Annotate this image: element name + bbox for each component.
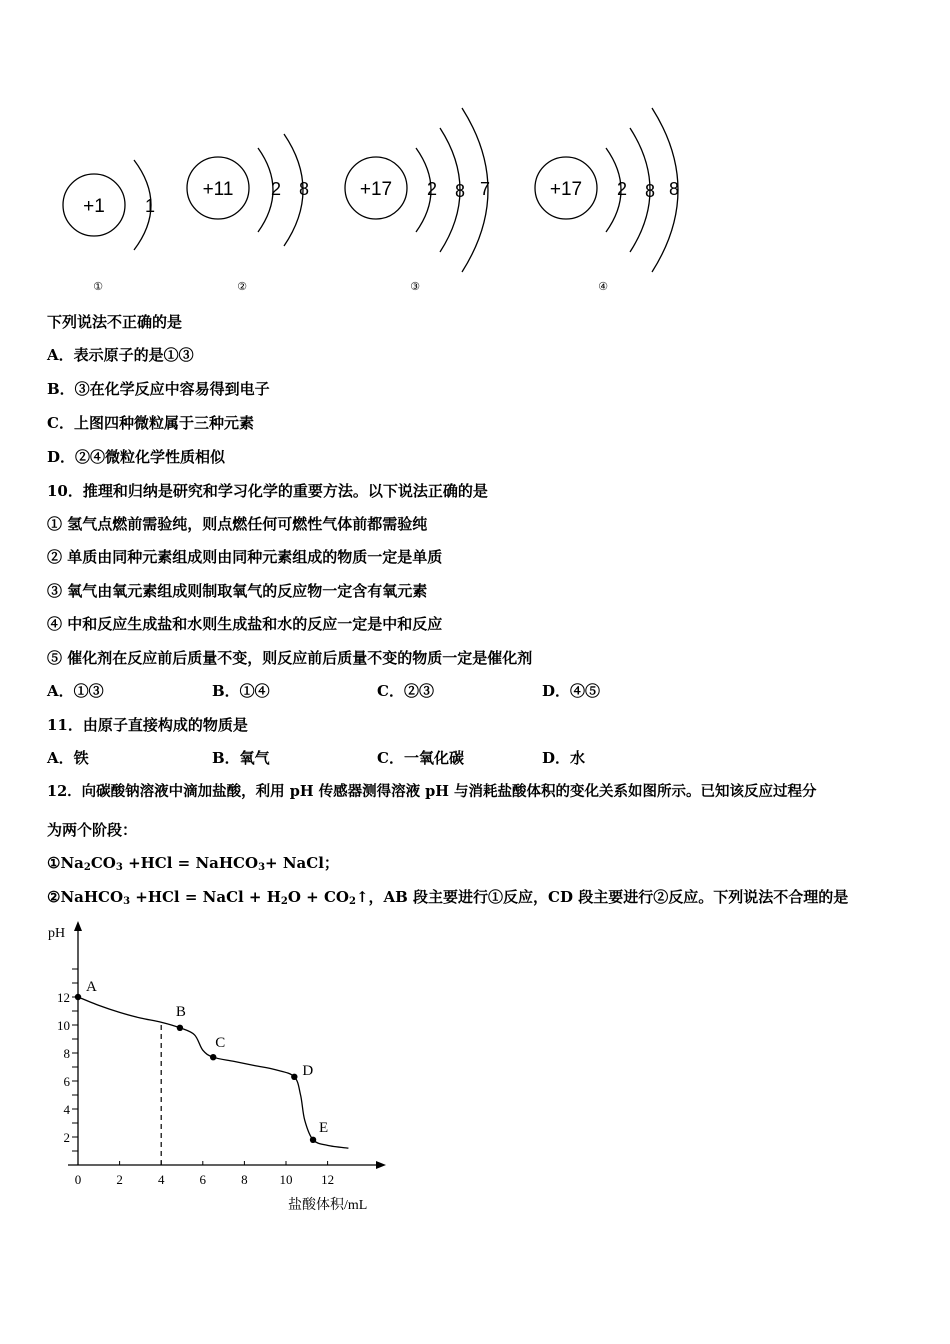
q10-option-c[interactable]: C．②③ xyxy=(377,682,434,700)
y-tick-label: 4 xyxy=(63,1102,70,1117)
nucleus-charge: +17 xyxy=(359,179,393,200)
q9-stem: 下列说法不正确的是 xyxy=(47,313,183,331)
q11-option-c[interactable]: C．一氧化碳 xyxy=(377,749,464,767)
q11-option-b[interactable]: B．氧气 xyxy=(212,749,270,767)
y-axis-arrow xyxy=(74,921,82,931)
atom-marker: ④ xyxy=(598,281,608,293)
eq-subscript: 3 xyxy=(258,862,266,873)
nucleus-charge: +11 xyxy=(202,179,234,200)
y-tick-group xyxy=(57,969,78,1151)
shell-electron-count: 2 xyxy=(270,179,282,199)
y-tick-label: 6 xyxy=(63,1074,70,1089)
q12-stem-line2: 为两个阶段： xyxy=(47,821,138,839)
y-tick-label: 2 xyxy=(63,1130,70,1145)
q12-stem-line1: 12．向碳酸钠溶液中滴加盐酸，利用 pH 传感器测得溶液 pH 与消耗盐酸体积的变化关系如图所示。已知该反应过程分 xyxy=(47,783,817,800)
point-marker xyxy=(75,994,81,1000)
atom-diagram-3 xyxy=(345,108,490,293)
q10-statement: ④ 中和反应生成盐和水则生成盐和水的反应一定是中和反应 xyxy=(47,615,443,633)
q10-statement: ② 单质由同种元素组成则由同种元素组成的物质一定是单质 xyxy=(47,548,443,566)
nucleus-charge: +17 xyxy=(549,179,583,200)
atom-structure-diagrams xyxy=(0,0,950,300)
point-group xyxy=(75,979,328,1143)
point-marker xyxy=(291,1074,297,1080)
shell-electron-count: 2 xyxy=(426,179,438,199)
eq-subscript: 3 xyxy=(115,862,123,873)
y-tick-label: 12 xyxy=(57,990,70,1005)
shell-electron-count: 7 xyxy=(479,179,491,199)
q9-option-b[interactable]: B．③在化学反应中容易得到电子 xyxy=(47,380,270,398)
shell-electron-count: 8 xyxy=(644,181,656,201)
x-axis-arrow xyxy=(376,1161,386,1169)
eq-text: ②NaHCO xyxy=(47,888,124,906)
shell-electron-count: 8 xyxy=(298,179,310,199)
eq-subscript: 2 xyxy=(348,896,356,907)
atom-diagram-2 xyxy=(187,134,309,293)
y-tick-label: 8 xyxy=(63,1046,70,1061)
ph-titration-chart xyxy=(30,915,430,1215)
eq-subscript: 3 xyxy=(123,896,131,907)
shell-electron-count: 8 xyxy=(668,179,680,199)
atom-marker: ① xyxy=(93,281,103,293)
atom-diagram-1 xyxy=(63,160,155,293)
x-tick-label: 12 xyxy=(321,1172,335,1187)
q11-stem: 11．由原子直接构成的物质是 xyxy=(47,716,248,734)
eq-subscript: 2 xyxy=(280,896,288,907)
point-label: C xyxy=(215,1035,226,1052)
q9-option-d[interactable]: D．②④微粒化学性质相似 xyxy=(47,448,226,466)
nucleus-charge: +1 xyxy=(83,196,105,217)
eq-text: + NaCl； xyxy=(265,854,339,872)
q10-option-d[interactable]: D．④⑤ xyxy=(542,682,601,700)
point-label: D xyxy=(302,1062,314,1079)
shell-electron-count: 1 xyxy=(144,196,156,216)
q11-option-a[interactable]: A．铁 xyxy=(47,749,89,767)
point-marker xyxy=(310,1137,316,1143)
shell-electron-count: 8 xyxy=(454,181,466,201)
point-marker xyxy=(177,1025,183,1031)
q10-statement: ③ 氧气由氧元素组成则制取氧气的反应物一定含有氧元素 xyxy=(47,582,428,600)
point-label: B xyxy=(175,1003,186,1020)
y-tick-label: 10 xyxy=(57,1018,70,1033)
q10-option-a[interactable]: A．①③ xyxy=(47,682,104,700)
x-tick-label: 10 xyxy=(279,1172,293,1187)
point-label: E xyxy=(319,1119,329,1136)
x-tick-label: 0 xyxy=(74,1172,82,1187)
atom-marker: ② xyxy=(237,281,247,293)
q10-option-b[interactable]: B．①④ xyxy=(212,682,270,700)
eq-text: ①Na xyxy=(47,854,84,872)
eq-text: CO xyxy=(90,854,116,872)
q12-equation-1 xyxy=(47,854,339,877)
x-tick-label: 4 xyxy=(157,1172,165,1187)
x-tick-label: 8 xyxy=(241,1172,248,1187)
eq-text: ↑，AB 段主要进行①反应，CD 段主要进行②反应。下列说法不合理的是 xyxy=(355,888,849,906)
x-axis-label: 盐酸体积/mL xyxy=(288,1198,368,1213)
x-tick-label: 2 xyxy=(116,1172,123,1187)
q11-option-d[interactable]: D．水 xyxy=(542,749,586,767)
q10-stem: 10．推理和归纳是研究和学习化学的重要方法。以下说法正确的是 xyxy=(47,482,488,500)
y-axis-label: pH xyxy=(48,926,66,941)
q9-option-c[interactable]: C．上图四种微粒属于三种元素 xyxy=(47,414,254,432)
q9-option-a[interactable]: A．表示原子的是①③ xyxy=(47,346,194,364)
q10-statement: ⑤ 催化剂在反应前后质量不变，则反应前后质量不变的物质一定是催化剂 xyxy=(47,649,533,667)
point-label: A xyxy=(86,979,97,995)
shell-electron-count: 2 xyxy=(616,179,628,199)
q10-statement: ① 氢气点燃前需验纯，则点燃任何可燃性气体前都需验纯 xyxy=(47,515,428,533)
eq-text: O + CO xyxy=(287,888,349,906)
point-marker xyxy=(210,1054,216,1060)
eq-subscript: 2 xyxy=(83,862,91,873)
eq-text: +HCl = NaHCO xyxy=(122,854,259,872)
x-tick-label: 6 xyxy=(199,1172,207,1187)
atom-diagram-4 xyxy=(535,108,679,293)
atom-marker: ③ xyxy=(410,281,420,293)
q12-equation-2 xyxy=(47,888,848,911)
eq-text: +HCl = NaCl + H xyxy=(130,888,281,906)
